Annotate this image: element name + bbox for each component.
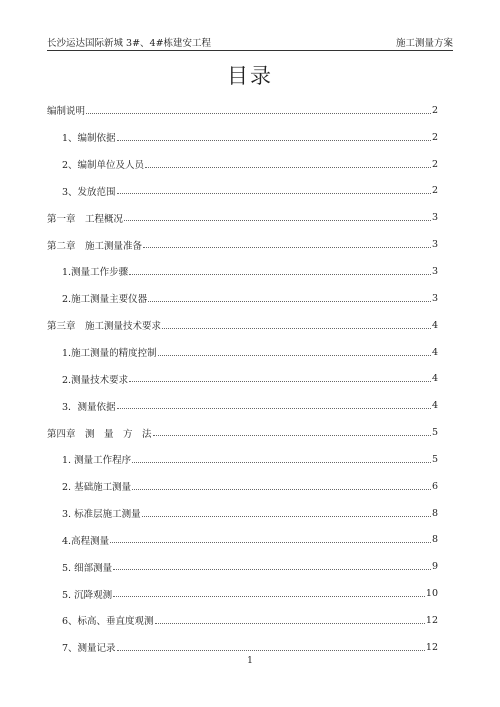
toc-entry-label: 第一章 工程概况 (47, 213, 124, 225)
toc-entry-page: 3 (431, 292, 438, 304)
toc-entry-page: 12 (425, 614, 438, 626)
toc-dot-leader (132, 489, 431, 490)
toc-dot-leader (155, 623, 425, 624)
toc-dot-leader (162, 328, 431, 329)
toc-dot-leader (117, 650, 425, 651)
toc-entry-page: 2 (431, 104, 438, 116)
toc-entry[interactable] (47, 258, 438, 285)
toc-entry-label: 3、发放范围 (62, 186, 116, 198)
toc-entry-label: 第二章 施工测量准备 (47, 240, 143, 252)
toc-dot-leader (129, 274, 431, 275)
toc-entry[interactable] (47, 392, 438, 419)
toc-dot-leader (117, 140, 431, 141)
toc-dot-leader (158, 355, 431, 356)
toc-entry-page: 8 (431, 534, 438, 546)
toc-entry[interactable] (47, 500, 438, 527)
toc-dot-leader (113, 569, 431, 570)
toc-entry-label: 第三章 施工测量技术要求 (47, 321, 162, 333)
toc-dot-leader (142, 516, 431, 517)
toc-entry[interactable] (47, 178, 438, 205)
toc-entry[interactable] (47, 553, 438, 580)
toc-entry[interactable] (47, 446, 438, 473)
toc-entry-page: 10 (425, 588, 438, 600)
toc-entry-page: 12 (425, 641, 438, 653)
toc-entry-label: 4.高程测量 (62, 535, 110, 547)
toc-entry[interactable] (47, 231, 438, 258)
toc-dot-leader (129, 381, 431, 382)
toc-entry-page: 2 (431, 131, 438, 143)
toc-dot-leader (153, 435, 431, 436)
toc-entry-page: 6 (431, 480, 438, 492)
toc-entry[interactable] (47, 97, 438, 124)
toc-dot-leader (113, 596, 425, 597)
toc-dot-leader (145, 167, 431, 168)
toc-entry-page: 4 (431, 346, 438, 358)
toc-entry-label: 5. 沉降观测 (62, 589, 113, 601)
toc-entry-label: 3．测量依据 (62, 401, 116, 413)
toc-entry-label: 第四章 测 量 方 法 (47, 428, 152, 440)
toc-dot-leader (148, 301, 431, 302)
toc-dot-leader (124, 220, 431, 221)
toc-entry[interactable] (47, 312, 438, 339)
toc-entry-label: 编制说明 (47, 106, 86, 118)
toc-entry-page: 8 (431, 507, 438, 519)
toc-entry[interactable] (47, 151, 438, 178)
toc-entry[interactable] (47, 580, 438, 607)
page-title: 目录 (227, 64, 273, 88)
table-of-contents (47, 97, 438, 661)
toc-dot-leader (132, 462, 431, 463)
header-project-name: 长沙运达国际新城 3#、4#栋建安工程 (47, 38, 212, 49)
toc-entry-page: 3 (431, 239, 438, 251)
toc-entry-page: 3 (431, 265, 438, 277)
toc-entry[interactable] (47, 419, 438, 446)
toc-entry[interactable] (47, 527, 438, 554)
toc-entry-label: 1.测量工作步骤 (62, 267, 129, 279)
toc-entry-label: 1. 测量工作程序 (62, 455, 132, 467)
toc-entry[interactable] (47, 607, 438, 634)
toc-entry-label: 2. 基础施工测量 (62, 482, 132, 494)
toc-entry-label: 1、编制依据 (62, 133, 116, 145)
toc-entry[interactable] (47, 204, 438, 231)
toc-entry-label: 3. 标准层施工测量 (62, 509, 141, 521)
toc-entry-label: 1.施工测量的精度控制 (62, 348, 157, 360)
page-header (47, 34, 453, 51)
page-number: 1 (247, 656, 253, 666)
toc-entry-page: 5 (431, 427, 438, 439)
toc-entry[interactable] (47, 365, 438, 392)
toc-entry[interactable] (47, 473, 438, 500)
toc-entry[interactable] (47, 285, 438, 312)
toc-dot-leader (117, 193, 431, 194)
toc-entry-page: 2 (431, 158, 438, 170)
toc-dot-leader (86, 113, 431, 114)
toc-entry-page: 4 (431, 400, 438, 412)
toc-entry-page: 2 (431, 185, 438, 197)
toc-entry-label: 6、标高、垂直度观测 (62, 616, 154, 628)
toc-dot-leader (143, 247, 431, 248)
toc-entry-label: 2.施工测量主要仪器 (62, 294, 148, 306)
toc-entry-page: 5 (431, 453, 438, 465)
header-document-name: 施工测量方案 (395, 38, 453, 49)
toc-dot-leader (117, 408, 431, 409)
toc-entry[interactable] (47, 339, 438, 366)
toc-entry-page: 4 (431, 319, 438, 331)
toc-entry-label: 7、测量记录 (62, 643, 116, 655)
toc-entry-page: 4 (431, 373, 438, 385)
toc-entry-page: 3 (431, 212, 438, 224)
toc-entry-label: 2.测量技术要求 (62, 374, 129, 386)
toc-entry-page: 9 (431, 561, 438, 573)
toc-entry-label: 5. 细部测量 (62, 562, 113, 574)
toc-dot-leader (110, 542, 431, 543)
toc-entry[interactable] (47, 124, 438, 151)
toc-entry-label: 2、编制单位及人员 (62, 160, 145, 172)
